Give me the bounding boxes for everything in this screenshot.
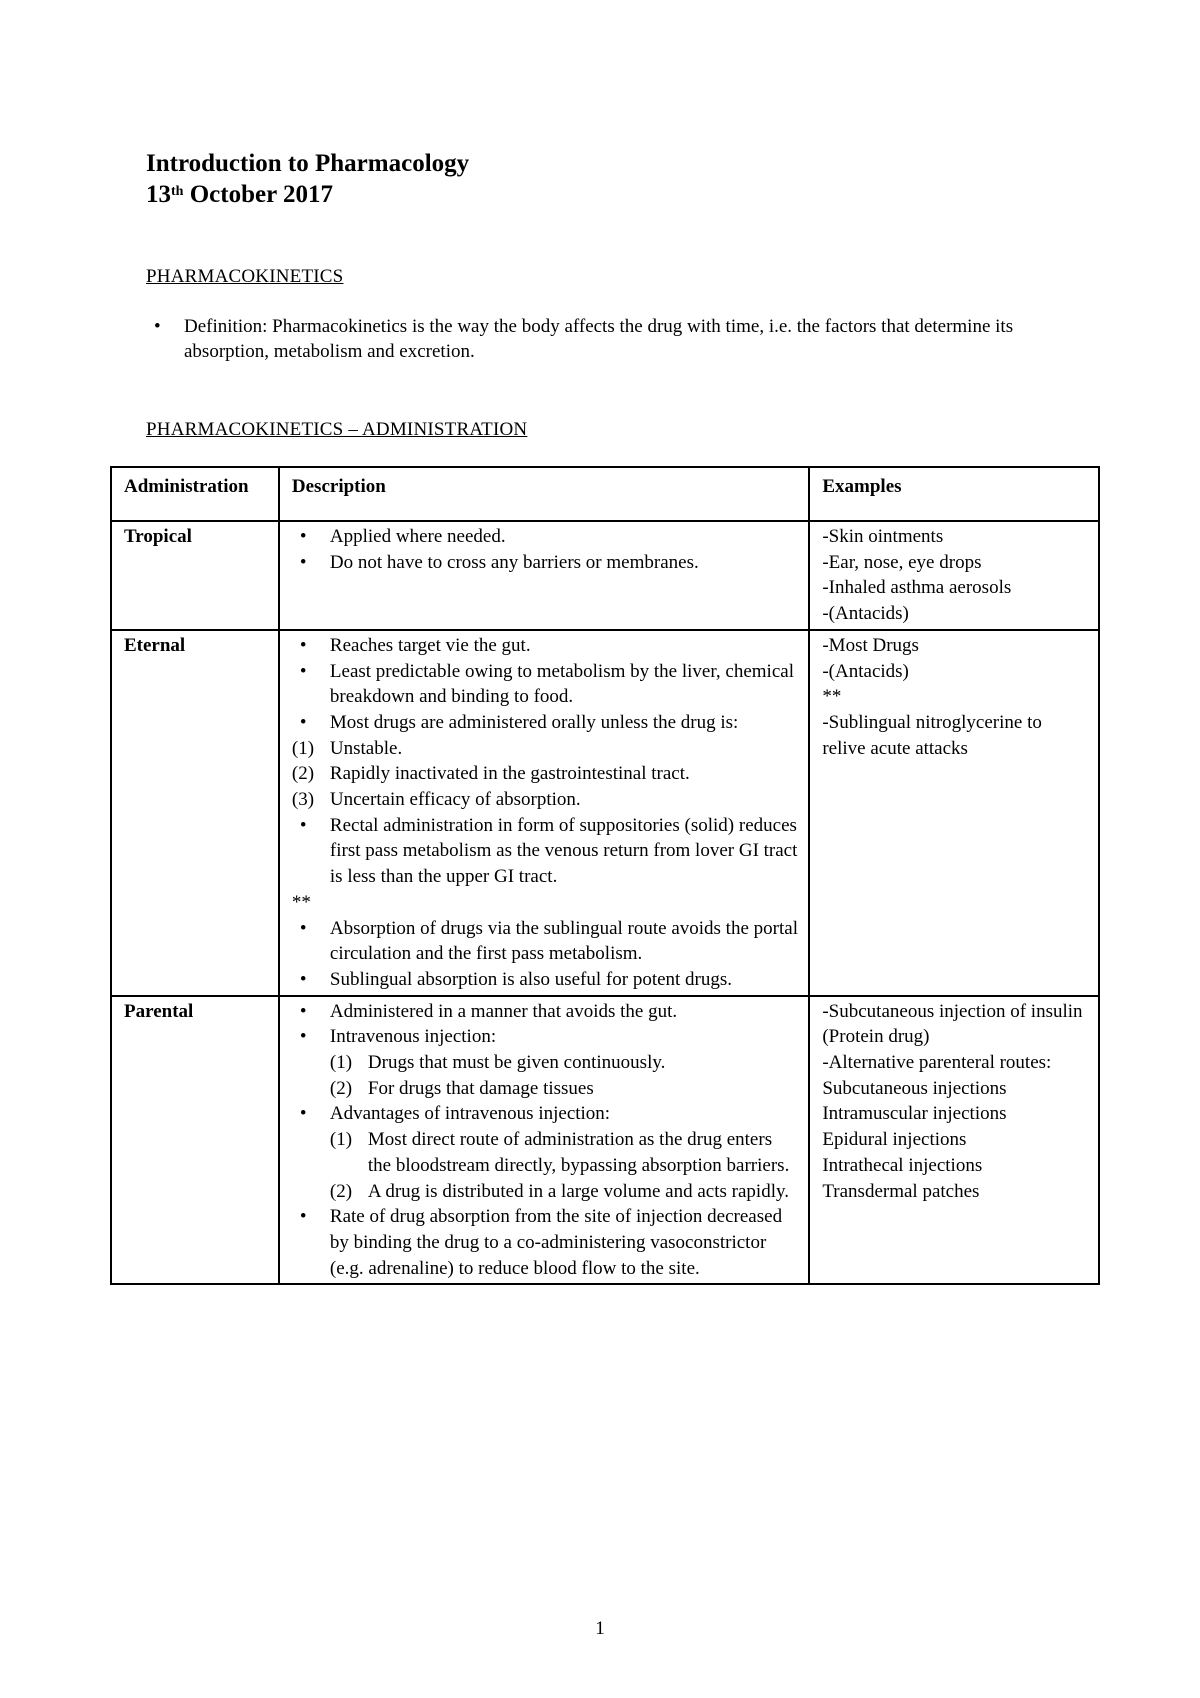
bullet-icon: • bbox=[299, 1103, 307, 1125]
bullet-icon: • bbox=[299, 526, 307, 547]
bullet-text: Rectal administration in form of suppositories (solid) reduces first pass metabolism as the venous return from lover GI tract is less than the upper GI tract. bbox=[329, 814, 798, 888]
bullet-text: Sublingual absorption is also useful for potent drugs. bbox=[329, 968, 733, 990]
bullet-icon: • bbox=[299, 1026, 307, 1048]
item-number: (2) bbox=[329, 1077, 353, 1099]
date-day: 13 bbox=[146, 181, 171, 208]
bullet-icon: • bbox=[299, 711, 307, 733]
bullet-icon: • bbox=[299, 634, 307, 656]
document-title-block bbox=[146, 148, 469, 210]
definition-bullet bbox=[146, 314, 1066, 364]
example-item: -Most Drugs bbox=[822, 634, 919, 656]
numbered-text: Uncertain efficacy of absorption. bbox=[329, 789, 581, 811]
bullet-icon: • bbox=[299, 1206, 307, 1228]
numbered-item bbox=[330, 1076, 798, 1102]
row-label-tropical: Tropical bbox=[111, 521, 279, 630]
document-title: Introduction to Pharmacology bbox=[146, 150, 470, 177]
item-number: (2) bbox=[291, 763, 315, 785]
row-description bbox=[279, 630, 809, 996]
example-item: Epidural injections bbox=[822, 1129, 967, 1151]
example-item: -Sublingual nitroglycerine to relive acute attacks bbox=[822, 711, 1042, 759]
table-row bbox=[111, 521, 1099, 630]
bullet-text: Rate of drug absorption from the site of injection decreased by binding the drug to a co-administering vasoconstrictor (e.g. adrenaline) to reduce blood flow to the site. bbox=[329, 1206, 783, 1279]
numbered-text: A drug is distributed in a large volume and acts rapidly. bbox=[367, 1180, 789, 1202]
list-item bbox=[292, 524, 798, 550]
bullet-text: Least predictable owing to metabolism by the liver, chemical breakdown and binding to food. bbox=[329, 660, 794, 708]
example-item: -Subcutaneous injection of insulin (Protein drug) bbox=[822, 1000, 1083, 1048]
example-item: -Ear, nose, eye drops bbox=[822, 551, 982, 573]
bullet-icon: • bbox=[154, 316, 161, 337]
bullet-icon: • bbox=[299, 551, 307, 573]
list-item bbox=[292, 813, 798, 890]
numbered-item bbox=[292, 787, 798, 813]
row-description bbox=[279, 996, 809, 1285]
header-description: Description bbox=[279, 467, 809, 521]
list-item bbox=[292, 1204, 798, 1281]
example-item: Intramuscular injections bbox=[822, 1103, 1007, 1125]
section-heading-administration: PHARMACOKINETICS – ADMINISTRATION bbox=[146, 419, 528, 440]
list-item bbox=[292, 633, 798, 659]
item-number: (1) bbox=[291, 737, 315, 759]
definition-text: Definition: Pharmacokinetics is the way the body affects the drug with time, i.e. the factors that determine its absorption, metabolism and excretion. bbox=[184, 316, 1014, 362]
bullet-icon: • bbox=[299, 968, 307, 990]
numbered-item bbox=[330, 1050, 798, 1076]
list-item bbox=[292, 999, 798, 1025]
numbered-text: Unstable. bbox=[329, 737, 403, 759]
item-number: (1) bbox=[329, 1129, 353, 1151]
header-examples: Examples bbox=[809, 467, 1099, 521]
numbered-text: Most direct route of administration as the drug enters the bloodstream directly, bypassing absorption barriers. bbox=[367, 1129, 790, 1176]
numbered-text: Rapidly inactivated in the gastrointestinal tract. bbox=[329, 763, 690, 785]
table-row bbox=[111, 630, 1099, 996]
bullet-text: Most drugs are administered orally unless the drug is: bbox=[329, 711, 739, 733]
item-number: (1) bbox=[329, 1052, 353, 1074]
example-item: Intrathecal injections bbox=[822, 1154, 983, 1176]
list-item bbox=[292, 916, 798, 967]
bullet-text: Applied where needed. bbox=[329, 526, 506, 547]
row-examples bbox=[809, 630, 1099, 996]
bullet-text: Advantages of intravenous injection: bbox=[329, 1103, 611, 1125]
table-row bbox=[111, 996, 1099, 1285]
bullet-text: Do not have to cross any barriers or membranes. bbox=[329, 551, 699, 573]
table-header-row bbox=[111, 467, 1099, 521]
date-suffix: th bbox=[171, 184, 184, 199]
header-administration: Administration bbox=[111, 467, 279, 521]
bullet-icon: • bbox=[299, 1000, 307, 1022]
example-item: Subcutaneous injections bbox=[822, 1077, 1007, 1099]
numbered-text: Drugs that must be given continuously. bbox=[367, 1052, 666, 1074]
list-item bbox=[292, 710, 798, 813]
row-examples bbox=[809, 521, 1099, 630]
example-item: -(Antacids) bbox=[822, 603, 909, 625]
example-item: -Alternative parenteral routes: bbox=[822, 1052, 1052, 1074]
bullet-text: Reaches target vie the gut. bbox=[329, 634, 531, 656]
numbered-text: For drugs that damage tissues bbox=[367, 1077, 594, 1099]
numbered-item bbox=[292, 736, 798, 762]
marker-line: ** bbox=[291, 891, 311, 913]
bullet-text: Intravenous injection: bbox=[329, 1026, 497, 1048]
bullet-icon: • bbox=[299, 917, 307, 939]
item-number: (2) bbox=[329, 1180, 353, 1202]
administration-table bbox=[110, 466, 1100, 1285]
numbered-item bbox=[292, 761, 798, 787]
section-heading-pharmacokinetics: PHARMACOKINETICS bbox=[146, 266, 344, 287]
bullet-icon: • bbox=[299, 814, 307, 836]
bullet-text: Administered in a manner that avoids the gut. bbox=[329, 1000, 678, 1022]
example-item: ** bbox=[822, 686, 842, 708]
row-label-parental: Parental bbox=[111, 996, 279, 1285]
item-number: (3) bbox=[291, 789, 315, 811]
numbered-item bbox=[330, 1127, 798, 1178]
bullet-icon: • bbox=[299, 660, 307, 682]
document-date bbox=[146, 179, 469, 210]
example-item: -(Antacids) bbox=[822, 660, 909, 682]
row-examples bbox=[809, 996, 1099, 1285]
list-item bbox=[292, 967, 798, 993]
example-item: -Inhaled asthma aerosols bbox=[822, 577, 1012, 599]
list-item bbox=[292, 1024, 798, 1101]
page-number: 1 bbox=[595, 1618, 605, 1639]
numbered-item bbox=[330, 1179, 798, 1205]
list-item bbox=[292, 1101, 798, 1204]
example-item: -Skin ointments bbox=[822, 526, 944, 547]
date-rest: October 2017 bbox=[183, 181, 333, 208]
example-item: Transdermal patches bbox=[822, 1180, 980, 1202]
list-item bbox=[292, 550, 798, 576]
row-label-eternal: Eternal bbox=[111, 630, 279, 996]
list-item bbox=[292, 659, 798, 710]
row-description bbox=[279, 521, 809, 630]
bullet-text: Absorption of drugs via the sublingual route avoids the portal circulation and the first pass metabolism. bbox=[329, 917, 798, 965]
